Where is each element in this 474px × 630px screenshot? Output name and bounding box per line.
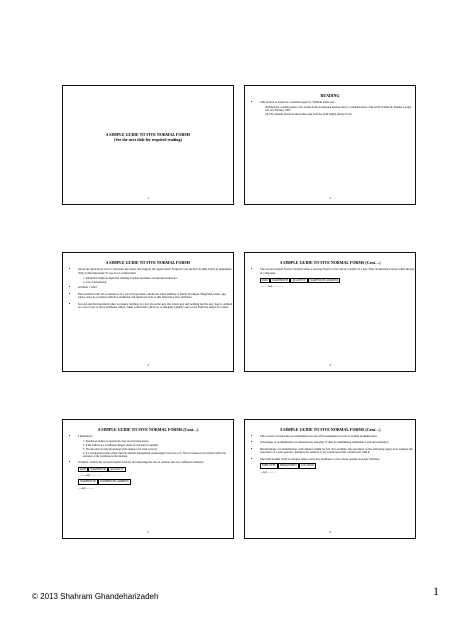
table-cell: LOCATION xyxy=(300,464,314,468)
bullet-text: The second normal form is violated when a non-key field is a fact about a subset of a key. This circumstance arises when the key is composite, xyxy=(260,267,415,275)
sub-list xyxy=(78,440,233,458)
bullet-item: • attribute = field xyxy=(78,286,233,290)
bullet-list xyxy=(63,268,233,310)
bullet-list xyxy=(245,268,415,288)
bullet-item xyxy=(260,101,415,116)
bullet-item xyxy=(260,458,415,475)
bullet-text: Solution: Satisfy the second normal form by decomposing the above relation into two different relations: xyxy=(78,459,204,464)
table-cell: PART xyxy=(262,278,269,282)
bullet-text: This lecture is based on a seminal paper by William Kent, see: xyxy=(260,100,335,104)
table-cell: WAREHOUSE xyxy=(272,278,289,282)
sub-item: 1. Warehouse address is repeated in every record (waste space). xyxy=(83,439,149,443)
bullet-text: Limitations: xyxy=(78,434,93,438)
sub-item: 2. Loss of information. xyxy=(83,280,107,284)
slide-number: 5 xyxy=(147,530,149,534)
table-cell: WAREHOUSE-ADDRESS xyxy=(309,278,339,282)
slide-title-line2: (See the next slide for required reading) xyxy=(114,137,182,142)
sub-item: 1. Information might be duplicated resulting in update anomalies, and data inconsistencies. xyxy=(83,276,178,280)
sub-item: 3. The data may become inconsistent if the update is not done correctly. xyxy=(83,447,158,451)
slide-title: A SIMPLE GUIDE TO FIVE NORMAL FORMS (Cont…) xyxy=(279,427,381,432)
slide-1-title xyxy=(63,132,233,142)
table-cell: PART xyxy=(80,467,87,471)
bullet-text: The third normal form is violated when a non-key attribute is a fact about another non-key attribute. xyxy=(260,456,381,461)
table-cell: EMPLOYEE xyxy=(262,464,276,468)
table-cell: WAREHOUSE xyxy=(90,467,107,471)
table-cell: WAREHOUSE-ADDRESS xyxy=(100,480,129,484)
bullet-item: • Second and third normal forms: A nonkey attribute is a fact about the key, the whole key and nothing but the key. Key is defined as a set of one or more attributes which, taken collectively, allow us to uniquely identify one record from the others in a table. xyxy=(78,303,233,311)
key-line: …..key……… xyxy=(78,486,94,490)
slide-6 xyxy=(244,419,416,539)
slide-number: 2 xyxy=(329,196,331,200)
sub-list xyxy=(78,277,233,284)
slide-4 xyxy=(244,252,416,372)
slide-1 xyxy=(62,85,234,205)
slide-title: READING xyxy=(320,93,340,98)
sub-item: William Kent. A simple guide to five normal forms in relational database theory. Communications of the ACM, Volume 26, Number 2, pages 120-125, February 1983. xyxy=(265,105,412,112)
table-cell: QUANTITY xyxy=(110,467,124,471)
copyright-footer: © 2013 Shahram Ghandeharizadeh xyxy=(32,592,159,601)
slide-title-line1: A SIMPLE GUIDE TO FIVE NORMAL FORMS xyxy=(105,132,191,137)
slide-number: 4 xyxy=(329,363,331,367)
table-cell: WAREHOUSE xyxy=(80,480,96,484)
bullet-item xyxy=(78,268,233,284)
bullet-item xyxy=(260,268,415,288)
key-line: ……….key…………. xyxy=(78,474,102,478)
sub-item: 2. If the address of a warehouse changes, many records must be updated. xyxy=(83,443,159,447)
bullet-item xyxy=(78,461,233,490)
slide-number: 1 xyxy=(147,196,149,200)
sub-list xyxy=(260,106,415,116)
relation-table xyxy=(78,479,233,485)
table-cell: DEPARTMENT xyxy=(279,464,297,468)
sub-item: All USC students should download this paper from the ACM Digital Library Portal. xyxy=(265,113,353,116)
bullet-list xyxy=(245,101,415,116)
relation-table xyxy=(260,463,415,469)
slide-title: A SIMPLE GUIDE TO FIVE NORMAL FORMS (Cont…) xyxy=(97,427,199,432)
bullet-item: • Advantage of normalization: it enhances the integrity of data by minimizing redundancy and inconsistency. xyxy=(260,441,415,445)
relation-table xyxy=(260,278,415,284)
bullet-item xyxy=(78,435,233,458)
bullet-item: • The process of replacing un-normalized records with normalized records is termed normalization. xyxy=(260,435,415,439)
slide-title: A SIMPLE GUIDE TO FIVE NORMAL FORMS xyxy=(105,260,191,265)
bullet-item: • Disadvantage of normalization: performance might be lost. For example, the execution of the following query now requires the execution of a join operator: Retrieve the address of all warehouses that contain part with P. xyxy=(260,448,415,456)
slide-5 xyxy=(62,419,234,539)
slide-number: 3 xyxy=(147,363,149,367)
relation-table xyxy=(78,467,233,473)
bullet-text: Given an application, how to structure the tables that support the application? Solution: Use the five normal forms as guidelines. Why is this important? It one is not careful then: xyxy=(78,267,233,275)
bullet-list xyxy=(63,435,233,490)
slide-2 xyxy=(244,85,416,205)
slide-number: 6 xyxy=(329,530,331,534)
bullet-list xyxy=(245,435,415,474)
bullet-item: • First normal form: all occurrences of a record type must contain the same number of fields. Example: Emp(SS#, name, age, salary, dno) is a relation with five attributes. All tuples/records of this table have five attributes. xyxy=(78,293,233,301)
slide-title: A SIMPLE GUIDE TO FIVE NORMAL FORMS (Cont…) xyxy=(279,260,381,265)
page-number: 1 xyxy=(433,584,439,598)
key-line: ……….key…………. xyxy=(260,285,284,289)
slide-3 xyxy=(62,252,234,372)
sub-item: 4. If a warehouse becomes empty then the database management system might loose track of it. This is because its record must reflect the existence of the warehouse in the database. xyxy=(83,451,226,458)
key-line: ….key……… xyxy=(260,471,275,475)
table-cell: QUANTITY xyxy=(292,278,306,282)
